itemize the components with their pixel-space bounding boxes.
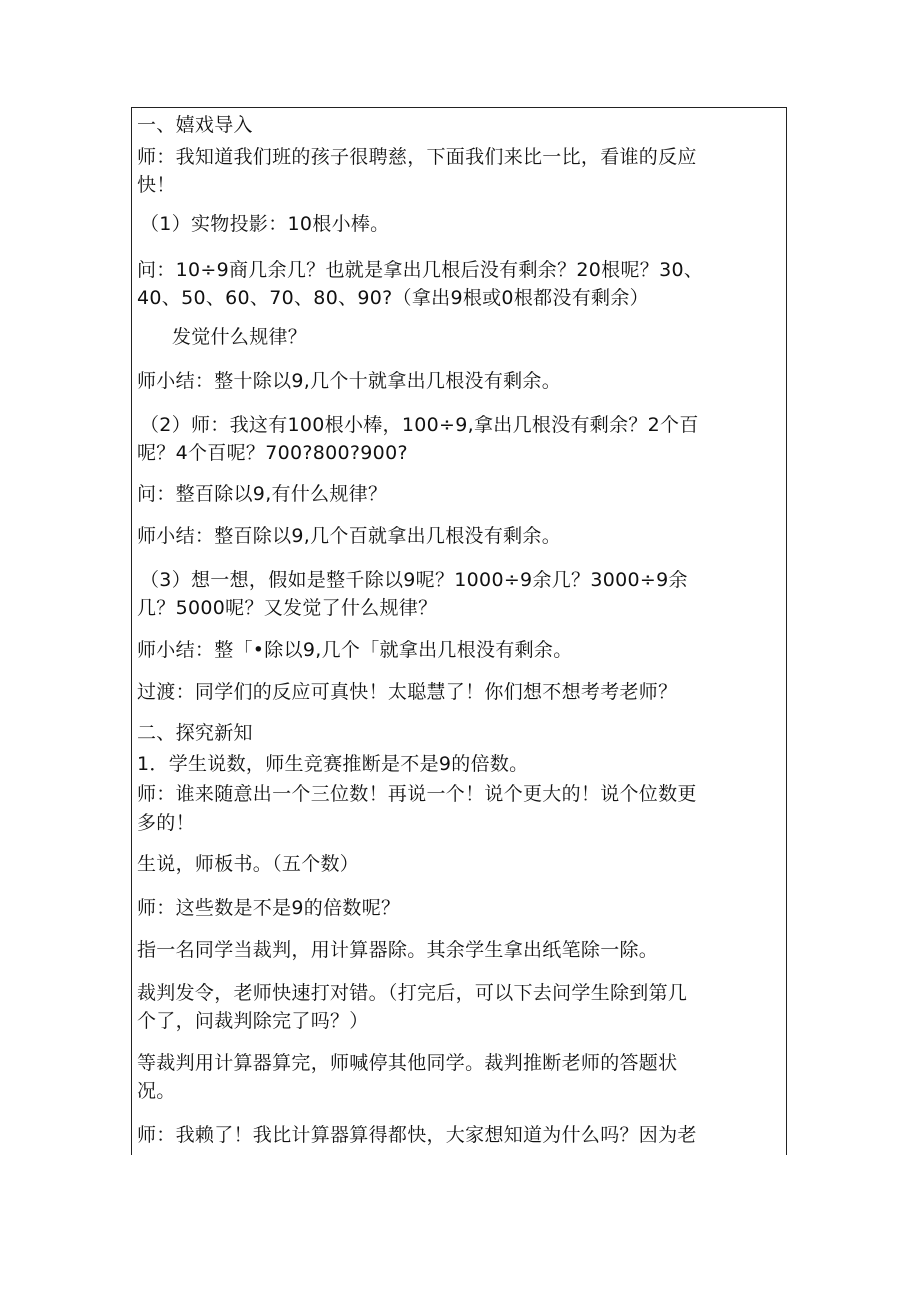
- text-line: 生说，师板书。（五个数）: [137, 853, 360, 875]
- text-line: （1）实物投影：10根小棒。: [140, 213, 390, 235]
- text-line: （3）想一想，假如是整千除以9呢？1000÷9余几？3000÷9余: [140, 569, 688, 591]
- text-line: 况。: [137, 1080, 176, 1102]
- text-line: 指一名同学当裁判，用计算器除。其余学生拿出纸笔除一除。: [137, 939, 659, 961]
- text-line: 多的！: [137, 812, 195, 834]
- text-line: 裁判发令，老师快速打对错。（打完后，可以下去问学生除到第几: [137, 982, 688, 1004]
- table-top-border: [131, 107, 787, 108]
- text-line: 呢？4个百呢？700?800?900?: [137, 442, 408, 464]
- table-right-border: [786, 107, 787, 1155]
- text-line: 师：这些数是不是9的倍数呢？: [137, 897, 401, 919]
- text-line: 1．学生说数，师生竞赛推断是不是9的倍数。: [137, 753, 529, 775]
- text-line: 师：我赖了！我比计算器算得都快，大家想知道为什么吗？因为老: [137, 1124, 697, 1146]
- text-line: 师小结：整百除以9,几个百就拿出几根没有剩余。: [137, 525, 562, 547]
- text-line: 师小结：整十除以9,几个十就拿出几根没有剩余。: [137, 370, 562, 392]
- text-line: 过渡：同学们的反应可真快！太聪慧了！你们想不想考考老师？: [137, 681, 678, 703]
- text-line: 问：10÷9商几余几？也就是拿出几根后没有剩余？20根呢？30、: [137, 259, 704, 281]
- text-line: 师小结：整「•除以9,几个「就拿出几根没有剩余。: [137, 639, 573, 661]
- text-line: 等裁判用计算器算完，师喊停其他同学。裁判推断老师的答题状: [137, 1052, 678, 1074]
- section-heading-intro: 一、嬉戏导入: [137, 114, 253, 136]
- text-line: 师：我知道我们班的孩子很聘慈，下面我们来比一比，看谁的反应: [137, 146, 697, 168]
- text-line: （2）师：我这有100根小棒，100÷9,拿出几根没有剩余？2个百: [140, 414, 699, 436]
- text-line: 快！: [137, 174, 176, 196]
- text-line: 40、50、60、70、80、90?（拿出9根或0根都没有剩余）: [137, 287, 649, 309]
- table-left-border: [131, 107, 132, 1155]
- text-line: 师：谁来随意出一个三位数！再说一个！说个更大的！说个位数更: [137, 783, 697, 805]
- text-line: 发觉什么规律？: [172, 326, 308, 348]
- text-line: 问：整百除以9,有什么规律？: [137, 483, 388, 505]
- text-line: 个了，问裁判除完了吗？）: [137, 1010, 369, 1032]
- section-heading-explore: 二、探究新知: [137, 722, 253, 744]
- text-line: 几？5000呢？又发觉了什么规律？: [137, 597, 438, 619]
